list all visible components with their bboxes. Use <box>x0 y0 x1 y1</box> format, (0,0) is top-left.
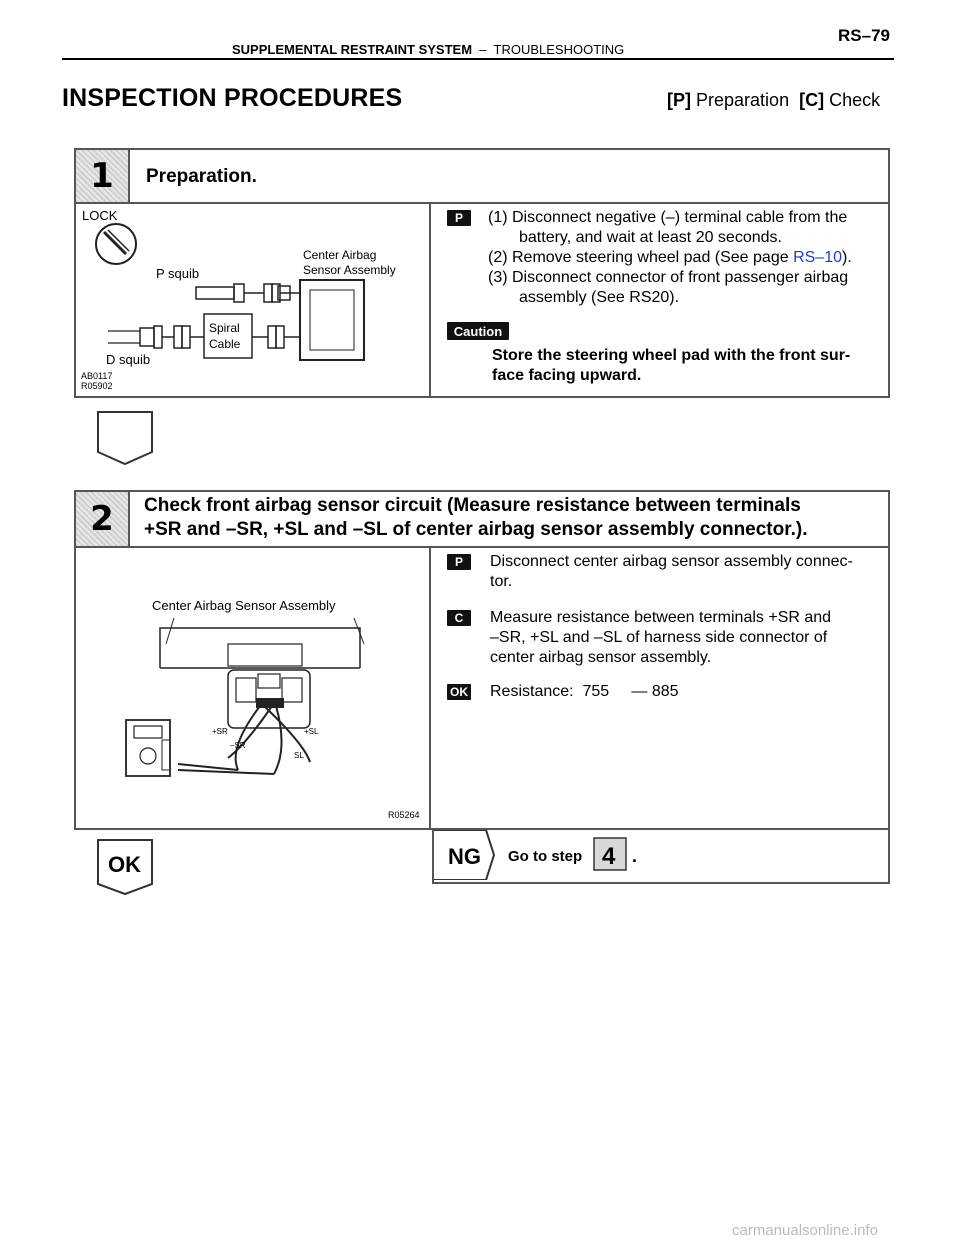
step1-item2-tail: ). <box>841 249 852 266</box>
step2-divider <box>429 548 431 828</box>
step2-prep-tag: P <box>447 554 471 570</box>
step1-item2-text: (2) Remove steering wheel pad (See page <box>488 249 794 266</box>
step2-ok-tag: OK <box>447 684 471 700</box>
goto-period: . <box>632 846 638 866</box>
minus-sl-label: SL <box>294 751 304 760</box>
step2-number: 2 <box>76 492 130 546</box>
step1-diagram <box>78 204 428 394</box>
step2-prep-line2: tor. <box>490 573 513 590</box>
legend <box>667 90 880 111</box>
step2-title-line2: +SR and –SR, +SL and –SL of center airbag sensor assembly connector.). <box>144 519 808 540</box>
legend-p-code: [P] <box>667 90 691 110</box>
header-section: SUPPLEMENTAL RESTRAINT SYSTEM <box>232 42 473 57</box>
continue-arrow <box>96 408 156 468</box>
header-rule <box>62 58 894 60</box>
go-to-step-label: Go to step <box>508 848 583 865</box>
running-header <box>232 42 624 57</box>
step2-check-line2: –SR, +SL and –SL of harness side connector of <box>490 629 828 646</box>
diagram1-code-2: R05902 <box>81 381 113 391</box>
legend-c-code: [C] <box>799 90 825 110</box>
spiral-label-1: Spiral <box>209 321 240 335</box>
ok-result-label: OK <box>108 852 141 877</box>
step1-number: 1 <box>76 150 130 202</box>
ok-resistance-value1: 755 <box>582 683 610 700</box>
ng-label: NG <box>448 844 481 869</box>
center-airbag-label-1: Center Airbag <box>303 248 377 262</box>
caution-line1: Store the steering wheel pad with the front sur- <box>492 347 851 364</box>
step2-prep-line1: Disconnect center airbag sensor assembly connec- <box>490 553 853 570</box>
step1-title: Preparation. <box>146 166 257 187</box>
ok-resistance-label: Resistance: <box>490 683 574 700</box>
plus-sl-label: +SL <box>304 727 319 736</box>
diagram1-code-1: AB0117 <box>81 371 113 381</box>
header-separator: – <box>479 42 487 57</box>
ok-result-marker <box>96 838 158 898</box>
header-subsection: TROUBLESHOOTING <box>493 42 625 57</box>
plus-sr-label: +SR <box>212 727 228 736</box>
page-number: RS–79 <box>838 26 890 45</box>
ok-resistance-value2: — 885 <box>631 683 679 700</box>
step2-diagram <box>78 548 428 826</box>
minus-sr-label: –SR <box>230 741 246 750</box>
step1-item3-line2: assembly (See RS20). <box>519 289 680 306</box>
step1-item1-line1: (1) Disconnect negative (–) terminal cable from the <box>488 209 848 226</box>
diagram2-code: R05264 <box>388 810 420 820</box>
step2-check-line1: Measure resistance between terminals +SR and <box>490 609 832 626</box>
rs10-link[interactable]: RS–10 <box>793 249 842 266</box>
step1-item1-line2: battery, and wait at least 20 seconds. <box>519 229 782 246</box>
footer-watermark: carmanualsonline.info <box>732 1222 878 1239</box>
legend-c-label: Check <box>829 90 881 110</box>
step1-item2 <box>488 248 852 268</box>
caution-line2: face facing upward. <box>492 367 642 384</box>
step1-divider <box>429 204 431 396</box>
step1-prep-tag: P <box>447 210 471 226</box>
step2-check-tag: C <box>447 610 471 626</box>
step1-item3-line1: (3) Disconnect connector of front passenger airbag <box>488 269 849 286</box>
step2-ok-resistance <box>490 682 679 702</box>
center-airbag-label-2: Sensor Assembly <box>303 263 396 277</box>
page-title: INSPECTION PROCEDURES <box>62 84 403 112</box>
d-squib-label: D squib <box>106 352 151 367</box>
lock-label: LOCK <box>82 208 118 223</box>
goto-step-number: 4 <box>602 843 616 870</box>
legend-p-label: Preparation <box>696 90 790 110</box>
ng-result-marker <box>434 830 884 880</box>
sensor-assembly-label: Center Airbag Sensor Assembly <box>152 598 336 613</box>
caution-tag: Caution <box>447 322 509 340</box>
p-squib-label: P squib <box>156 266 200 281</box>
spiral-label-2: Cable <box>209 337 241 351</box>
step2-title-line1: Check front airbag sensor circuit (Measure resistance between terminals <box>144 495 801 516</box>
step2-check-line3: center airbag sensor assembly. <box>490 649 712 666</box>
